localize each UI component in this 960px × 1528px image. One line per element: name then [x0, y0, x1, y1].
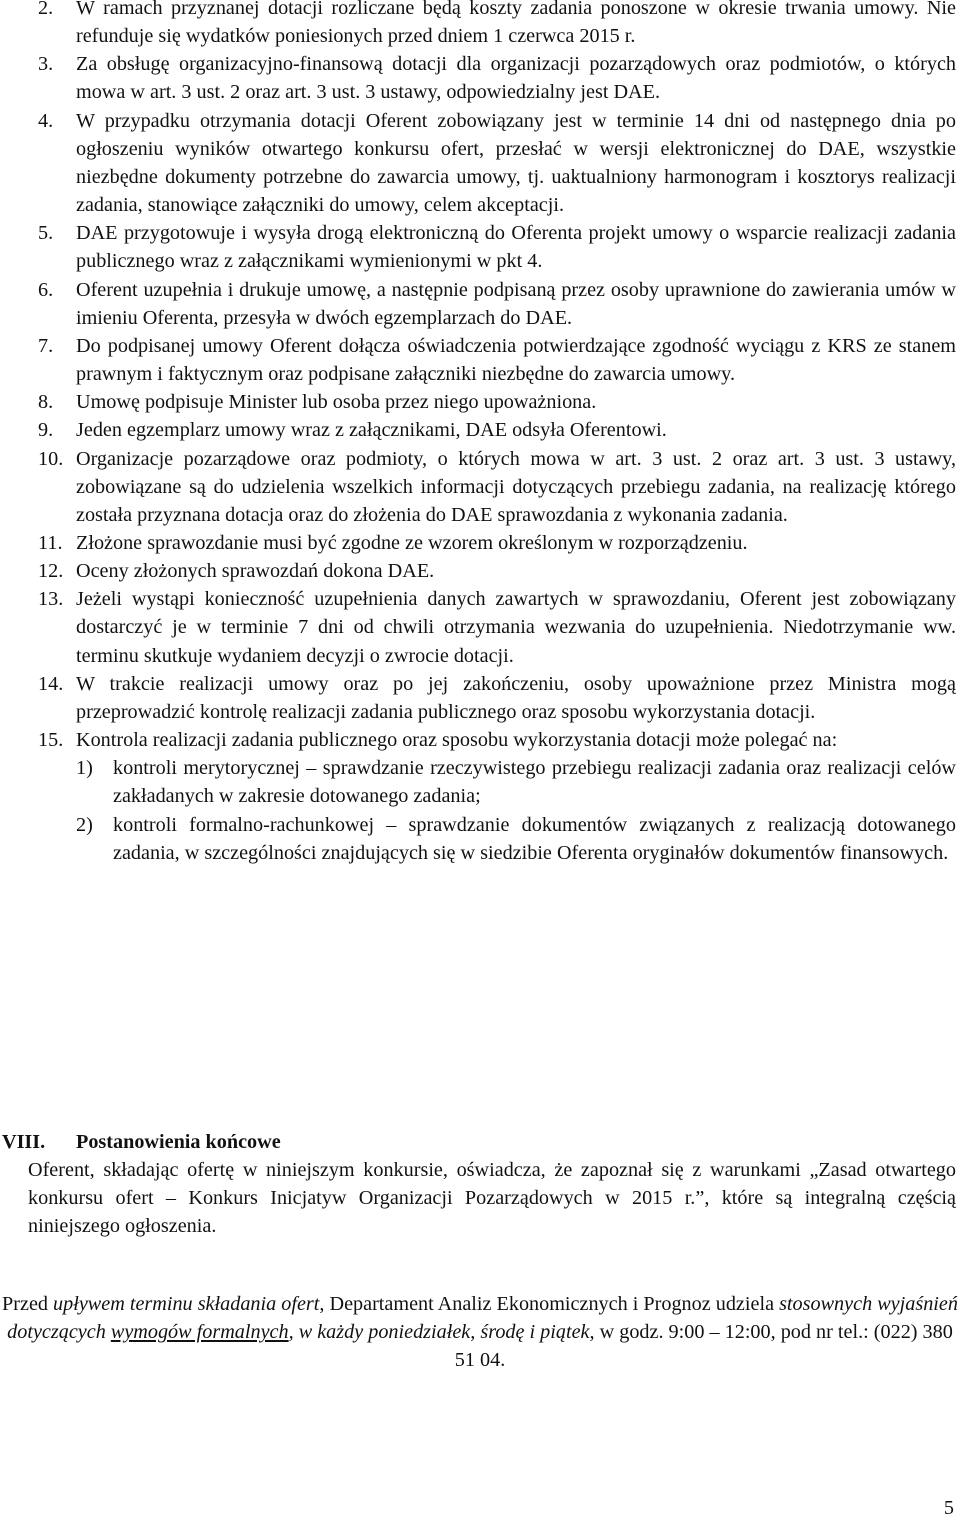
item-number: 14. — [38, 672, 64, 695]
list-item — [0, 107, 960, 220]
sub-item-text: kontroli merytorycznej – sprawdzanie rzeczywistego przebiegu realizacji zadania oraz realizacji celów zakładanych w zakresie dotowanego zadania; — [113, 757, 956, 808]
item-text: Umowę podpisuje Minister lub osoba przez niego upoważniona. — [76, 391, 597, 414]
list-item — [0, 670, 960, 726]
item-number: 3. — [38, 53, 54, 76]
footer-text-4: stosownych wyjaśnień dotyczących — [7, 1293, 958, 1344]
item-text: Za obsługę organizacyjno-finansową dotacji dla organizacji pozarządowych oraz podmiotów, o których mowa w art. 3 ust. 2 oraz art. 3 ust. 3 ustawy, odpowiedzialny jest DAE. — [76, 53, 956, 104]
list-item — [0, 585, 960, 669]
sub-list-item — [0, 754, 960, 810]
item-number: 2. — [38, 0, 54, 19]
footer-text-2: upływem terminu składania ofert — [53, 1293, 320, 1315]
section-number: VIII. — [2, 1131, 46, 1153]
item-number: 13. — [38, 588, 64, 611]
item-number: 6. — [38, 278, 54, 301]
item-number: 9. — [38, 419, 54, 442]
item-number: 12. — [38, 560, 64, 583]
footer-note — [0, 1290, 960, 1374]
list-item — [0, 219, 960, 275]
item-number: 10. — [38, 447, 64, 470]
item-number: 8. — [38, 391, 54, 414]
page-number: 5 — [943, 1497, 954, 1519]
item-number: 11. — [38, 531, 63, 554]
footer-text-7: w godz. 9:00 – 12:00, pod nr tel.: (022) 380 51 04. — [454, 1321, 953, 1372]
list-item — [0, 416, 960, 444]
footer-text-3: , Departament Analiz Ekonomicznych i Prognoz udziela — [319, 1293, 780, 1315]
item-text: Do podpisanej umowy Oferent dołącza oświadczenia potwierdzające zgodność wyciągu z KRS ze stanem prawnym i faktycznym oraz podpisane załączniki niezbędne do zawarcia umowy. — [76, 334, 956, 386]
footer-text-6: , w każdy poniedziałek, środę i piątek, — [288, 1321, 595, 1344]
section-heading — [2, 1128, 281, 1156]
item-text: Złożone sprawozdanie musi być zgodne ze wzorem określonym w rozporządzeniu. — [76, 531, 748, 554]
list-item — [0, 557, 960, 585]
list-item — [0, 0, 960, 50]
item-number: 7. — [38, 334, 54, 357]
list-item — [0, 50, 960, 106]
footer-text-1: Przed — [2, 1293, 54, 1315]
item-number: 4. — [38, 109, 54, 132]
sub-list-item — [0, 811, 960, 867]
item-text: Organizacje pozarządowe oraz podmioty, o których mowa w art. 3 ust. 2 oraz art. 3 ust. 3 ustawy, zobowiązane są do udzielenia wszelkich informacji dotyczących przebiegu zadania, na realizację którego została przyznana dotacja oraz do złożenia do DAE sprawozdania z wykonania zadania. — [76, 447, 956, 526]
item-text: DAE przygotowuje i wysyła drogą elektroniczną do Oferenta projekt umowy o wsparcie realizacji zadania publicznego wraz z załącznikami wymienionymi w pkt 4. — [76, 222, 956, 273]
item-text: Oferent uzupełnia i drukuje umowę, a następnie podpisaną przez osoby uprawnione do zawierania umów w imieniu Oferenta, przesyła w dwóch egzemplarzach do DAE. — [76, 278, 956, 329]
list-item — [0, 445, 960, 529]
item-number: 15. — [38, 729, 64, 752]
item-text: W przypadku otrzymania dotacji Oferent zobowiązany jest w terminie 14 dni od następnego dnia po ogłoszeniu wyników otwartego konkursu ofert, przesłać w wersji elektronicznej do DAE, wszystkie niezbędne dokumenty potrzebne do zawarcia umowy, tj. uaktualniony harmonogram i kosztorys realizacji zadania, stanowiące załączniki do umowy, celem akceptacji. — [76, 109, 956, 217]
footer-text-5: wymogów formalnych — [110, 1321, 289, 1344]
item-text: W ramach przyznanej dotacji rozliczane będą koszty zadania ponoszone w okresie trwania umowy. Nie refunduje się wydatków poniesionych przed dniem 1 czerwca 2015 r. — [76, 0, 956, 48]
list-item — [0, 388, 960, 416]
list-item — [0, 276, 960, 332]
section-title: Postanowienia końcowe — [76, 1131, 281, 1153]
sub-item-text: kontroli formalno-rachunkowej – sprawdzanie dokumentów związanych z realizacją dotowanego zadania, w szczególności znajdujących się w siedzibie Oferenta oryginałów dokumentów finansowych. — [113, 813, 956, 864]
sub-item-number: 2) — [76, 813, 93, 836]
list-item — [0, 529, 960, 557]
item-text: Kontrola realizacji zadania publicznego oraz sposobu wykorzystania dotacji może polegać na: — [76, 729, 838, 752]
item-text: Jeżeli wystąpi konieczność uzupełnienia danych zawartych w sprawozdaniu, Oferent jest zobowiązany dostarczyć je w terminie 7 dni od chwili otrzymania wezwania do uzupełnienia. Niedotrzymanie ww. terminu skutkuje wydaniem decyzji o zwrocie dotacji. — [76, 588, 956, 667]
item-number: 5. — [38, 222, 54, 245]
item-text: Jeden egzemplarz umowy wraz z załącznikami, DAE odsyła Oferentowi. — [76, 419, 667, 442]
item-text: W trakcie realizacji umowy oraz po jej zakończeniu, osoby upoważnione przez Ministra mogą przeprowadzić kontrolę realizacji zadania publicznego oraz sposobu wykorzystania dotacji. — [76, 672, 956, 723]
item-text: Oceny złożonych sprawozdań dokona DAE. — [76, 560, 435, 583]
section-body: Oferent, składając ofertę w niniejszym konkursie, oświadcza, że zapoznał się z warunkami „Zasad otwartego konkursu ofert – Konkurs Inicjatyw Organizacji Pozarządowych w 2015 r.”, które są integralną częścią niniejszego ogłoszenia. — [28, 1159, 956, 1238]
list-item — [0, 332, 960, 388]
sub-item-number: 1) — [76, 757, 93, 780]
list-item — [0, 726, 960, 754]
